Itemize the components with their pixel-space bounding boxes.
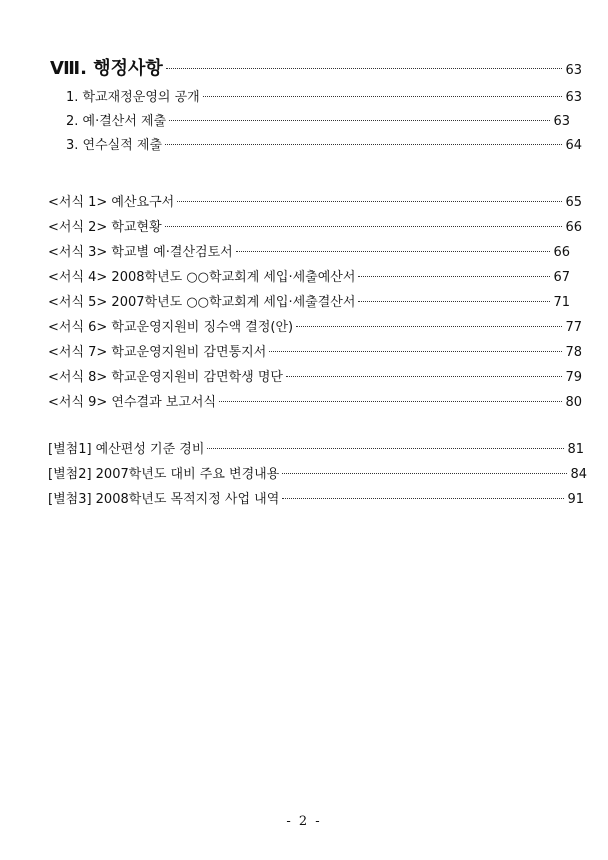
page-number: 84 [570, 467, 587, 482]
toc-attachment-entry [48, 466, 587, 484]
page-number: 80 [565, 395, 582, 410]
dot-leader [269, 351, 562, 352]
page-number: 66 [553, 245, 570, 260]
toc-section-entry [66, 113, 570, 131]
form-title: <서식 4> 2008학년도 ○○학교회계 세입·세출예산서 [48, 270, 356, 285]
dot-leader [219, 401, 562, 402]
dot-leader [169, 120, 550, 121]
page-number: 64 [565, 138, 582, 153]
toc-form-entry [48, 319, 582, 337]
page-number: 63 [553, 114, 570, 129]
toc-form-entry [48, 244, 570, 262]
dot-leader [207, 448, 564, 449]
toc-attachment-entry [48, 491, 584, 509]
page-number: 81 [567, 442, 584, 457]
page-number: 78 [565, 345, 582, 360]
form-title: <서식 8> 학교운영지원비 감면학생 명단 [48, 370, 283, 385]
toc-chapter-entry [50, 58, 582, 82]
page-number: 63 [565, 63, 582, 78]
dot-leader [282, 473, 567, 474]
dot-leader [296, 326, 562, 327]
dot-leader [358, 276, 550, 277]
page-number: 67 [553, 270, 570, 285]
form-title: <서식 3> 학교별 예·결산검토서 [48, 245, 233, 260]
page-number: 79 [565, 370, 582, 385]
section-title: 1. 학교재정운영의 공개 [66, 90, 200, 105]
dot-leader [286, 376, 562, 377]
toc-form-entry [48, 219, 582, 237]
attachment-title: [별첨3] 2008학년도 목적지정 사업 내역 [48, 492, 280, 507]
toc-section-entry [66, 89, 582, 107]
dot-leader [165, 226, 563, 227]
dot-leader [236, 251, 551, 252]
toc-form-entry [48, 269, 570, 287]
section-title: 3. 연수실적 제출 [66, 138, 163, 153]
form-title: <서식 7> 학교운영지원비 감면통지서 [48, 345, 267, 360]
toc-form-entry [48, 294, 570, 312]
form-title: <서식 9> 연수결과 보고서식 [48, 395, 217, 410]
dot-leader [165, 144, 562, 145]
chapter-title: Ⅷ. 행정사항 [50, 58, 163, 79]
attachment-title: [별첨1] 예산편성 기준 경비 [48, 442, 205, 457]
toc-form-entry [48, 394, 582, 412]
page-number: 66 [565, 220, 582, 235]
toc-form-entry [48, 369, 582, 387]
form-title: <서식 6> 학교운영지원비 징수액 결정(안) [48, 320, 294, 335]
dot-leader [166, 68, 563, 69]
page-number: 91 [567, 492, 584, 507]
page-number: 71 [553, 295, 570, 310]
section-title: 2. 예·결산서 제출 [66, 114, 167, 129]
form-title: <서식 1> 예산요구서 [48, 195, 175, 210]
toc-attachment-entry [48, 441, 584, 459]
toc-form-entry [48, 194, 582, 212]
dot-leader [177, 201, 562, 202]
attachment-title: [별첨2] 2007학년도 대비 주요 변경내용 [48, 467, 280, 482]
form-title: <서식 2> 학교현황 [48, 220, 162, 235]
toc-form-entry [48, 344, 582, 362]
dot-leader [282, 498, 564, 499]
page-number: 77 [565, 320, 582, 335]
dot-leader [358, 301, 550, 302]
page-number: 63 [565, 90, 582, 105]
page-number: 65 [565, 195, 582, 210]
dot-leader [203, 96, 563, 97]
toc-section-entry [66, 137, 582, 155]
form-title: <서식 5> 2007학년도 ○○학교회계 세입·세출결산서 [48, 295, 356, 310]
page-footer-number: - 2 - [286, 814, 322, 829]
